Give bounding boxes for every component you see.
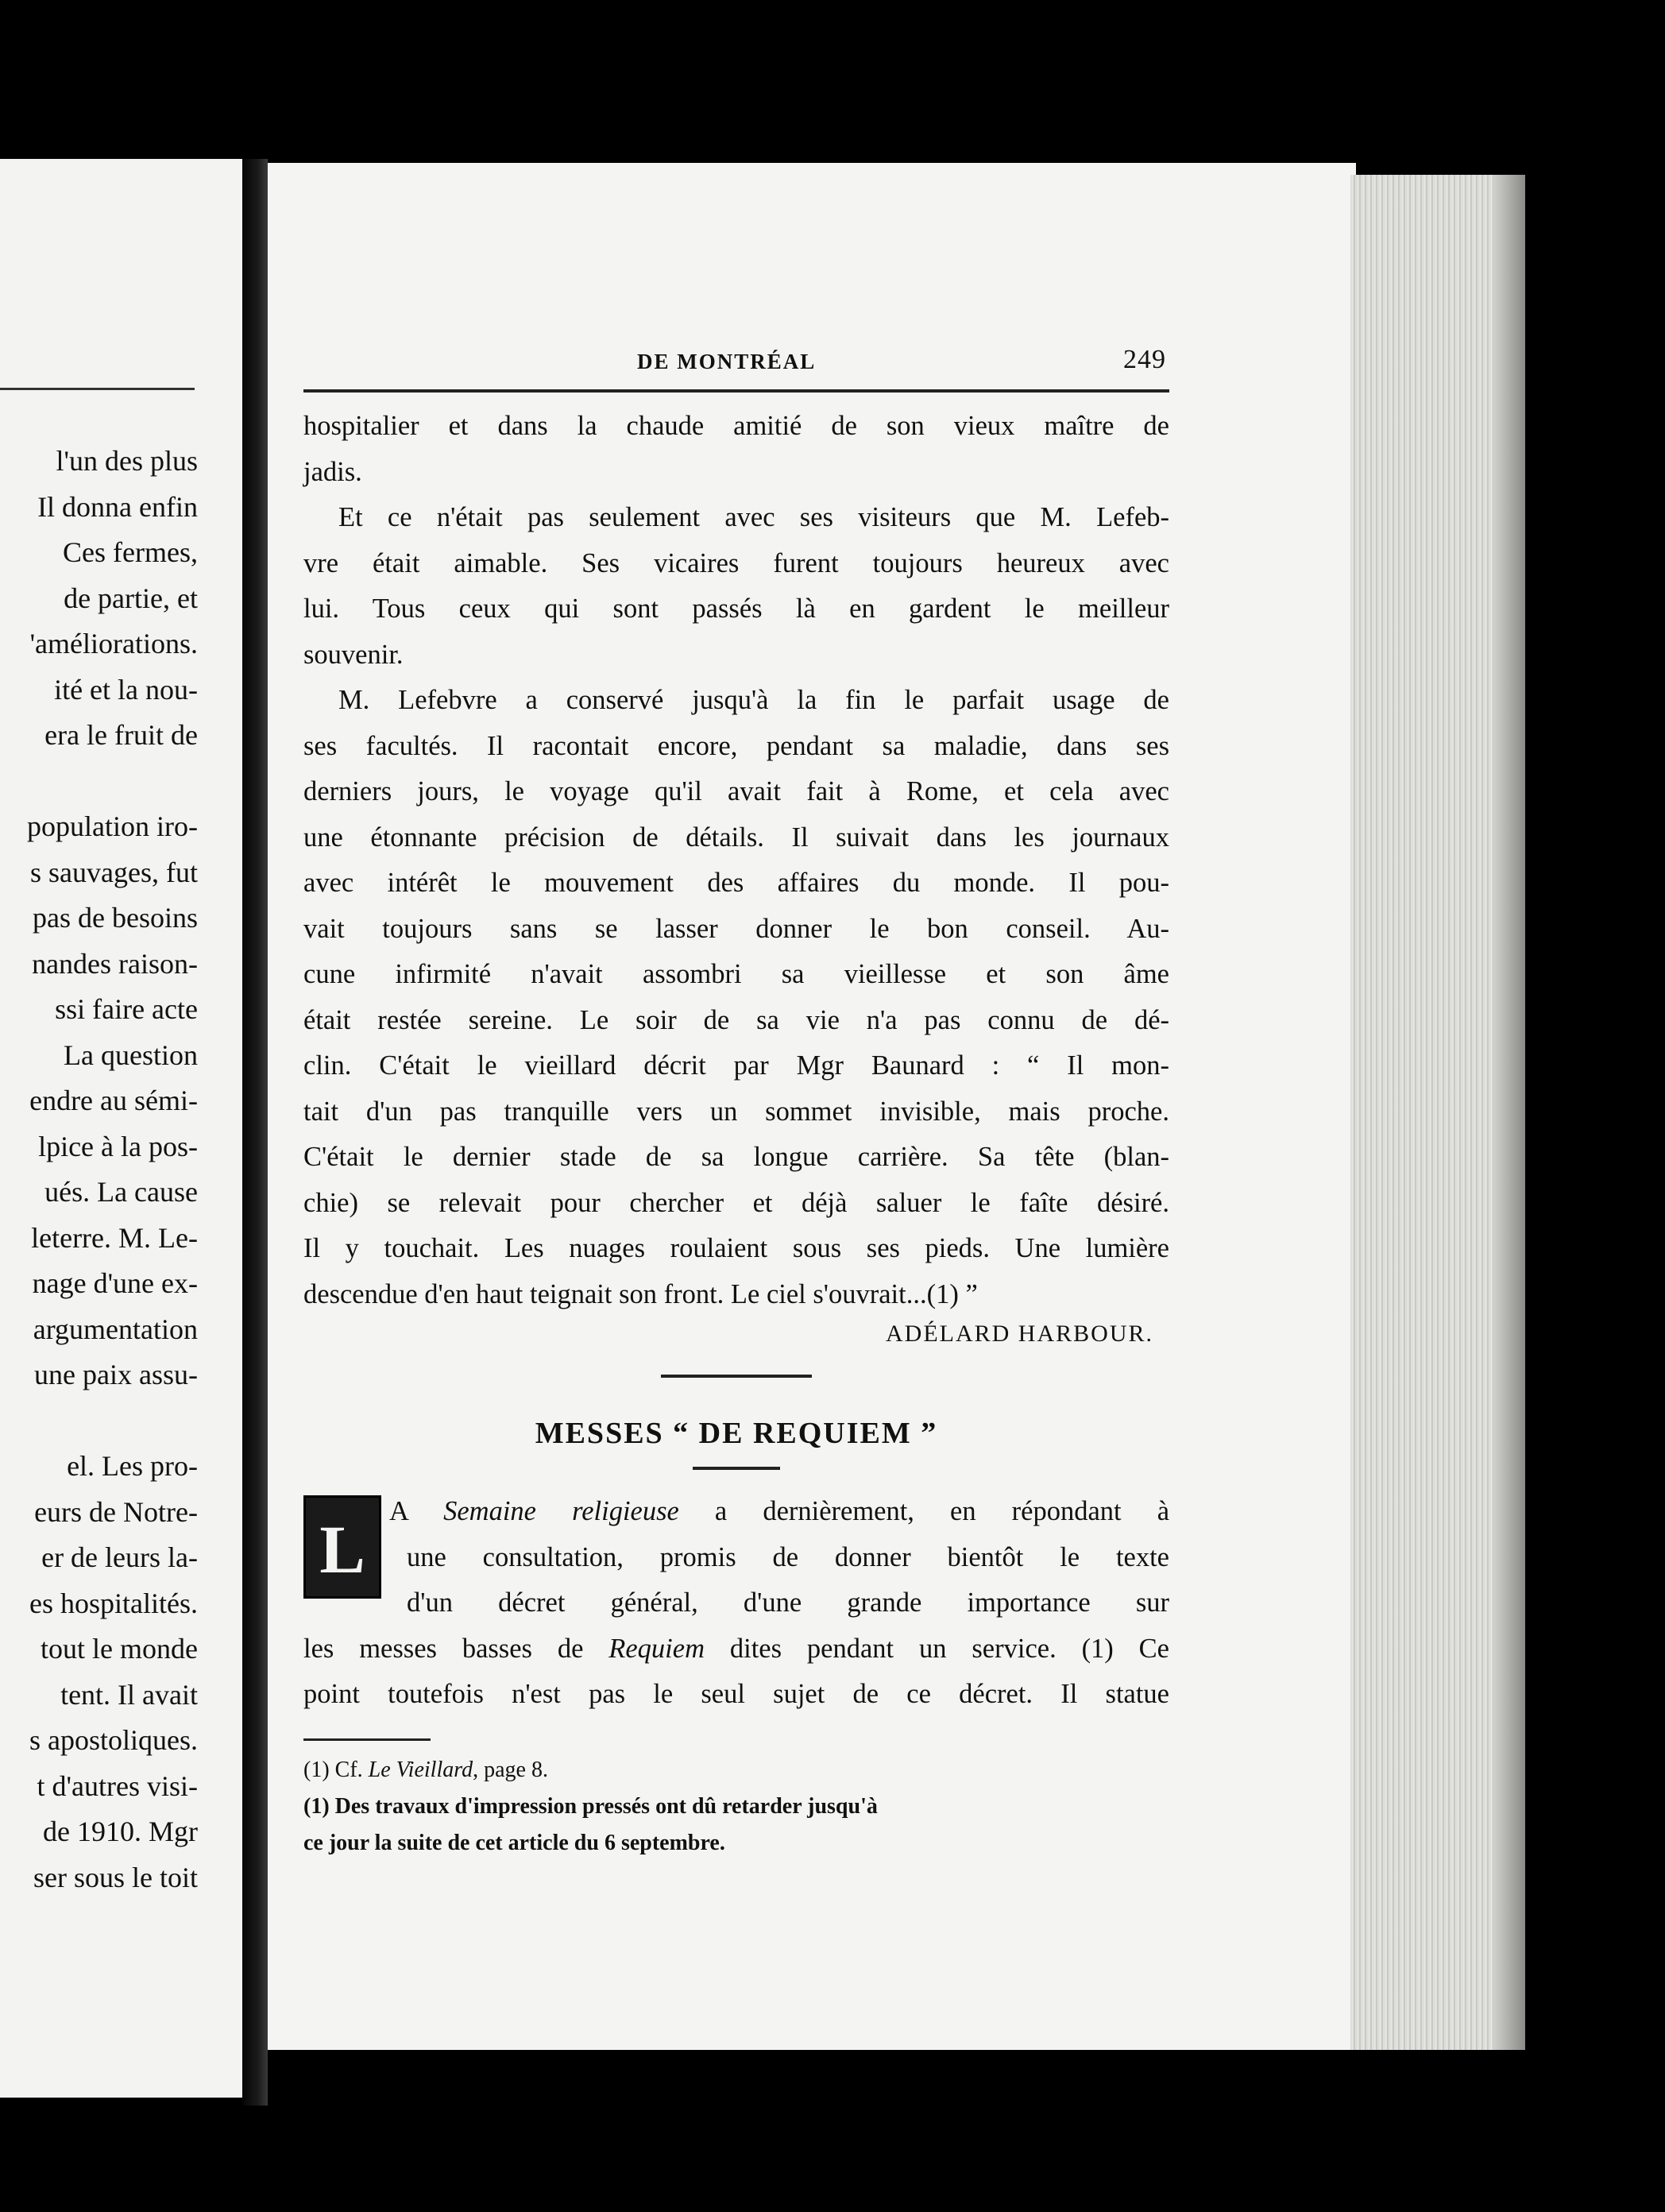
italic-title: Semaine religieuse — [443, 1496, 679, 1526]
footnote-rule — [303, 1738, 431, 1741]
left-page-line: t d'autres visi- — [37, 1769, 198, 1802]
left-page-line: 'améliorations. — [29, 628, 198, 659]
text-segment: A — [389, 1496, 444, 1526]
page-number: 249 — [1123, 345, 1166, 374]
left-page-line: ués. La cause — [44, 1176, 198, 1208]
text-segment: a dernièrement, en répondant à — [678, 1496, 1170, 1526]
italic-title: Le Vieillard — [368, 1757, 473, 1782]
left-page-text — [0, 439, 198, 1901]
left-page-line: ité et la nou- — [54, 673, 198, 706]
footnote-2-line-1: (1) Des travaux d'impression pressés ont dû retarder jusqu'à — [303, 1793, 878, 1819]
requiem-paragraph — [303, 1489, 1169, 1718]
left-page-line: tout le monde — [41, 1633, 198, 1665]
left-page-line: el. Les pro- — [67, 1450, 198, 1482]
body-text — [303, 404, 1169, 1317]
text-line: une étonnante précision de détails. Il suivait dans les journaux — [303, 822, 1169, 853]
left-page-line: Ces fermes, — [63, 536, 198, 568]
text-line: lui. Tous ceux qui sont passés là en gardent le meilleur — [303, 594, 1169, 624]
text-line: une consultation, promis de donner bientôt le texte — [407, 1541, 1169, 1572]
text-line: tait d'un pas tranquille vers un sommet invisible, mais proche. — [303, 1096, 1169, 1127]
text-line: clin. C'était le vieillard décrit par Mgr Baunard : “ Il mon- — [303, 1050, 1169, 1081]
text-line: hospitalier et dans la chaude amitié de son vieux maître de — [303, 411, 1169, 441]
left-page-line: lpice à la pos- — [38, 1130, 198, 1162]
paragraph — [303, 678, 1169, 1317]
signature: ADÉLARD HARBOUR. — [885, 1321, 1153, 1347]
paragraph — [303, 495, 1169, 678]
running-title: DE MONTRÉAL — [637, 350, 817, 373]
left-page-line: de partie, et — [64, 582, 198, 614]
text-line: était restée sereine. Le soir de sa vie n'a pas connu de dé- — [303, 1004, 1169, 1035]
text-segment: dites pendant un service. (1) Ce — [705, 1633, 1169, 1664]
drop-cap-ornament: L — [303, 1495, 381, 1599]
left-page-line: s sauvages, fut — [30, 856, 198, 888]
left-page-line: ssi faire acte — [55, 993, 198, 1025]
header-rule — [303, 389, 1169, 393]
text-line — [303, 1489, 1169, 1535]
left-page-line: er de leurs la- — [41, 1541, 198, 1573]
left-page-line: de 1910. Mgr — [43, 1816, 198, 1847]
running-header — [303, 334, 1169, 375]
left-page-line: La question — [64, 1038, 198, 1071]
left-page-line: s apostoliques. — [29, 1724, 198, 1756]
title-rule — [693, 1467, 780, 1470]
left-page-line: leterre. M. Le- — [31, 1221, 198, 1254]
left-page-line: population iro- — [27, 810, 198, 842]
text-line: C'était le dernier stade de sa longue carrière. Sa tête (blan- — [303, 1142, 1169, 1172]
left-page-line: eurs de Notre- — [34, 1495, 198, 1528]
left-page — [0, 159, 242, 2098]
left-page-line: era le fruit de — [44, 719, 198, 751]
page-content — [303, 334, 1169, 1862]
left-page-line — [0, 759, 198, 805]
text-segment: (1) Cf. — [303, 1757, 369, 1782]
left-header-rule — [0, 388, 195, 390]
section-divider — [661, 1375, 812, 1378]
text-line: point toutefois n'est pas le seul sujet de ce décret. Il statue — [303, 1679, 1169, 1709]
text-line: vre était aimable. Ses vicaires furent toujours heureux avec — [303, 547, 1169, 578]
left-page-line: Il donna enfin — [37, 490, 198, 523]
text-line: avec intérêt le mouvement des affaires du monde. Il pou- — [303, 868, 1169, 898]
left-page-line — [0, 1398, 198, 1444]
page-edges-shadow — [1493, 175, 1525, 2050]
paragraph — [303, 404, 1169, 495]
text-segment: les messes basses de — [303, 1633, 609, 1664]
text-line: chie) se relevait pour chercher et déjà saluer le faîte désiré. — [303, 1187, 1169, 1218]
left-page-line: argumentation — [33, 1313, 198, 1345]
text-line — [303, 1626, 1169, 1673]
italic-term: Requiem — [608, 1633, 705, 1664]
text-line: Il y touchait. Les nuages roulaient sous ses pieds. Une lumière — [303, 1233, 1169, 1263]
left-page-line: ser sous le toit — [33, 1861, 198, 1893]
text-line: vait toujours sans se lasser donner le bon conseil. Au- — [303, 913, 1169, 944]
footnote-2-line-2: ce jour la suite de cet article du 6 septembre. — [303, 1830, 725, 1855]
left-page-line: nandes raison- — [32, 947, 198, 980]
text-line: jadis. — [303, 456, 362, 487]
left-page-line: l'un des plus — [56, 445, 198, 477]
section-title: MESSES “ DE REQUIEM ” — [535, 1417, 938, 1450]
left-page-line: tent. Il avait — [60, 1678, 198, 1711]
left-page-line: es hospitalités. — [29, 1587, 198, 1619]
left-page-line: pas de besoins — [33, 902, 198, 934]
text-line: descendue d'en haut teignait son front. Le ciel s'ouvrait...(1) ” — [303, 1278, 978, 1309]
left-page-line: endre au sémi- — [29, 1085, 198, 1116]
footnote-1 — [303, 1752, 1169, 1789]
text-line: ses facultés. Il racontait encore, pendant sa maladie, dans ses — [303, 730, 1169, 761]
text-line: cune infirmité n'avait assombri sa vieillesse et son âme — [303, 959, 1169, 989]
text-line: souvenir. — [303, 639, 404, 670]
text-line: derniers jours, le voyage qu'il avait fait à Rome, et cela avec — [303, 776, 1169, 806]
text-segment: , page 8. — [473, 1757, 548, 1782]
left-page-line: nage d'une ex- — [32, 1267, 198, 1299]
book-gutter — [242, 159, 268, 2106]
text-line: M. Lefebvre a conservé jusqu'à la fin le parfait usage de — [338, 685, 1169, 715]
text-line: Et ce n'était pas seulement avec ses visiteurs que M. Lefeb- — [338, 502, 1169, 532]
left-page-line: une paix assu- — [34, 1359, 198, 1390]
text-line: d'un décret général, d'une grande importance sur — [407, 1587, 1169, 1618]
